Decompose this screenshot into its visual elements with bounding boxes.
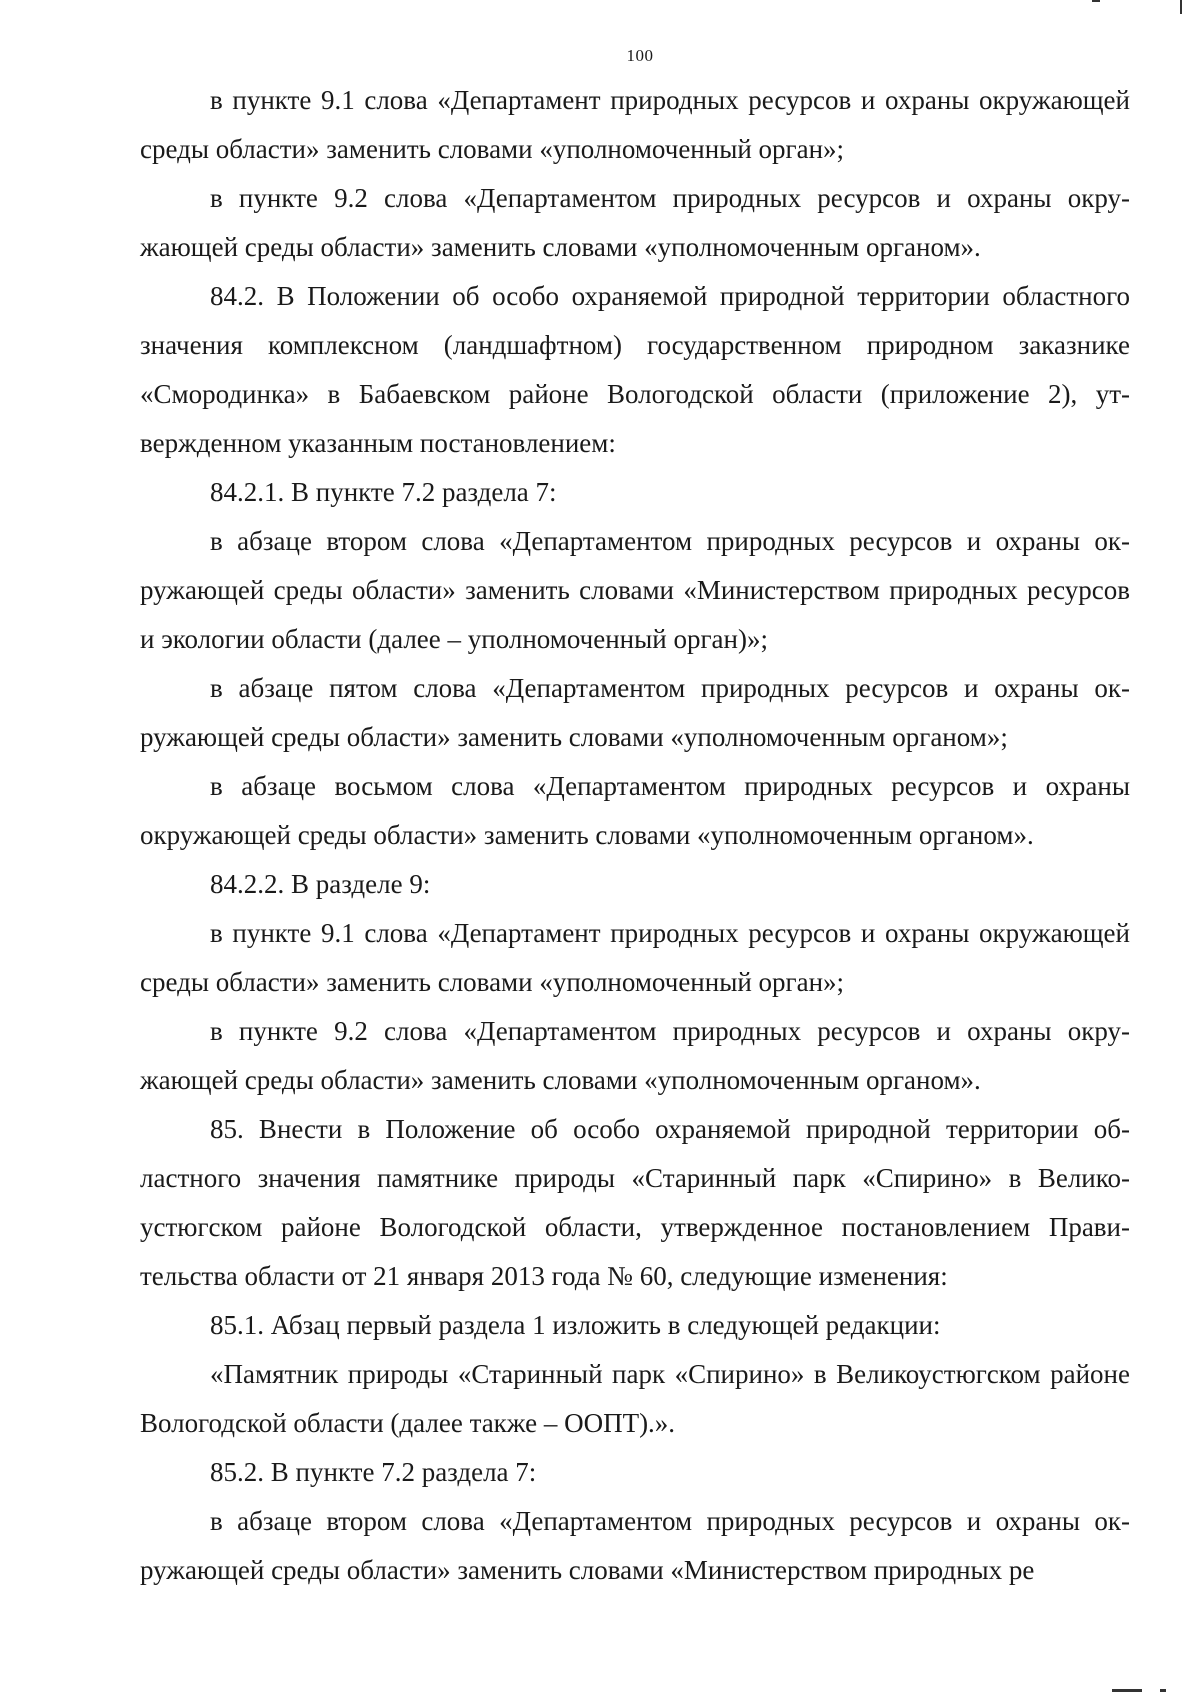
- page-number: 100: [626, 46, 654, 65]
- paragraph-85-2: 85.2. В пункте 7.2 раздела 7:: [210, 1457, 537, 1487]
- paragraph-9-1-second: в пункте 9.1 слова «Департамент природных ресурсов и охраны окружающей среды области» заменить словами «уполномоченный орган»;: [140, 918, 1130, 997]
- paragraph-9-2-first: в пункте 9.2 слова «Департаментом природных ресурсов и охраны окружающей среды области» заменить словами «уполномоченным органом».: [140, 183, 1130, 262]
- scan-mark-bottom-right: [1112, 1689, 1142, 1692]
- scan-mark-top-right: [1180, 0, 1182, 14]
- paragraph-9-1-first: в пункте 9.1 слова «Департамент природных ресурсов и охраны окружающей среды области» заменить словами «уполномоченный орган»;: [140, 85, 1130, 164]
- paragraph-eighth-abzac: в абзаце восьмом слова «Департаментом природных ресурсов и охраны окружающей среды области» заменить словами «уполномоченным органом».: [140, 771, 1130, 850]
- scan-mark-top-dot: [1092, 0, 1100, 2]
- paragraph-fifth-abzac: в абзаце пятом слова «Департаментом природных ресурсов и охраны окружающей среды области» заменить словами «уполномоченным органом»;: [140, 673, 1130, 752]
- scan-mark-bottom-dot: [1160, 1689, 1166, 1692]
- paragraph-84-2: 84.2. В Положении об особо охраняемой природной территории областного значения комплексном (ландшафтном) государственном природном заказнике «Смородинка» в Бабаевском районе Вологодской области (приложение 2), утвержденном указанным постановлением:: [140, 281, 1130, 458]
- paragraph-quote-monument: «Памятник природы «Старинный парк «Спирино» в Великоустюгском районе Вологодской области (далее также – ООПТ).».: [140, 1359, 1130, 1438]
- paragraph-85-1: 85.1. Абзац первый раздела 1 изложить в следующей редакции:: [210, 1310, 941, 1340]
- paragraph-second-abzac-continued: в абзаце втором слова «Департаментом природных ресурсов и охраны окружающей среды области» заменить словами «Министерством природных ре: [140, 1506, 1130, 1585]
- paragraph-9-2-second: в пункте 9.2 слова «Департаментом природных ресурсов и охраны окружающей среды области» заменить словами «уполномоченным органом».: [140, 1016, 1130, 1095]
- document-body: [140, 76, 1130, 1595]
- paragraph-84-2-2: 84.2.2. В разделе 9:: [210, 869, 431, 899]
- paragraph-84-2-1: 84.2.1. В пункте 7.2 раздела 7:: [210, 477, 557, 507]
- paragraph-85: 85. Внести в Положение об особо охраняемой природной территории областного значения памятнике природы «Старинный парк «Спирино» в Великоустюгском районе Вологодской области, утвержденное постановлением Правительства области от 21 января 2013 года № 60, следующие изменения:: [140, 1114, 1130, 1291]
- paragraph-second-abzac: в абзаце втором слова «Департаментом природных ресурсов и охраны окружающей среды области» заменить словами «Министерством природных ресурсов и экологии области (далее – уполномоченный орган)»;: [140, 526, 1130, 654]
